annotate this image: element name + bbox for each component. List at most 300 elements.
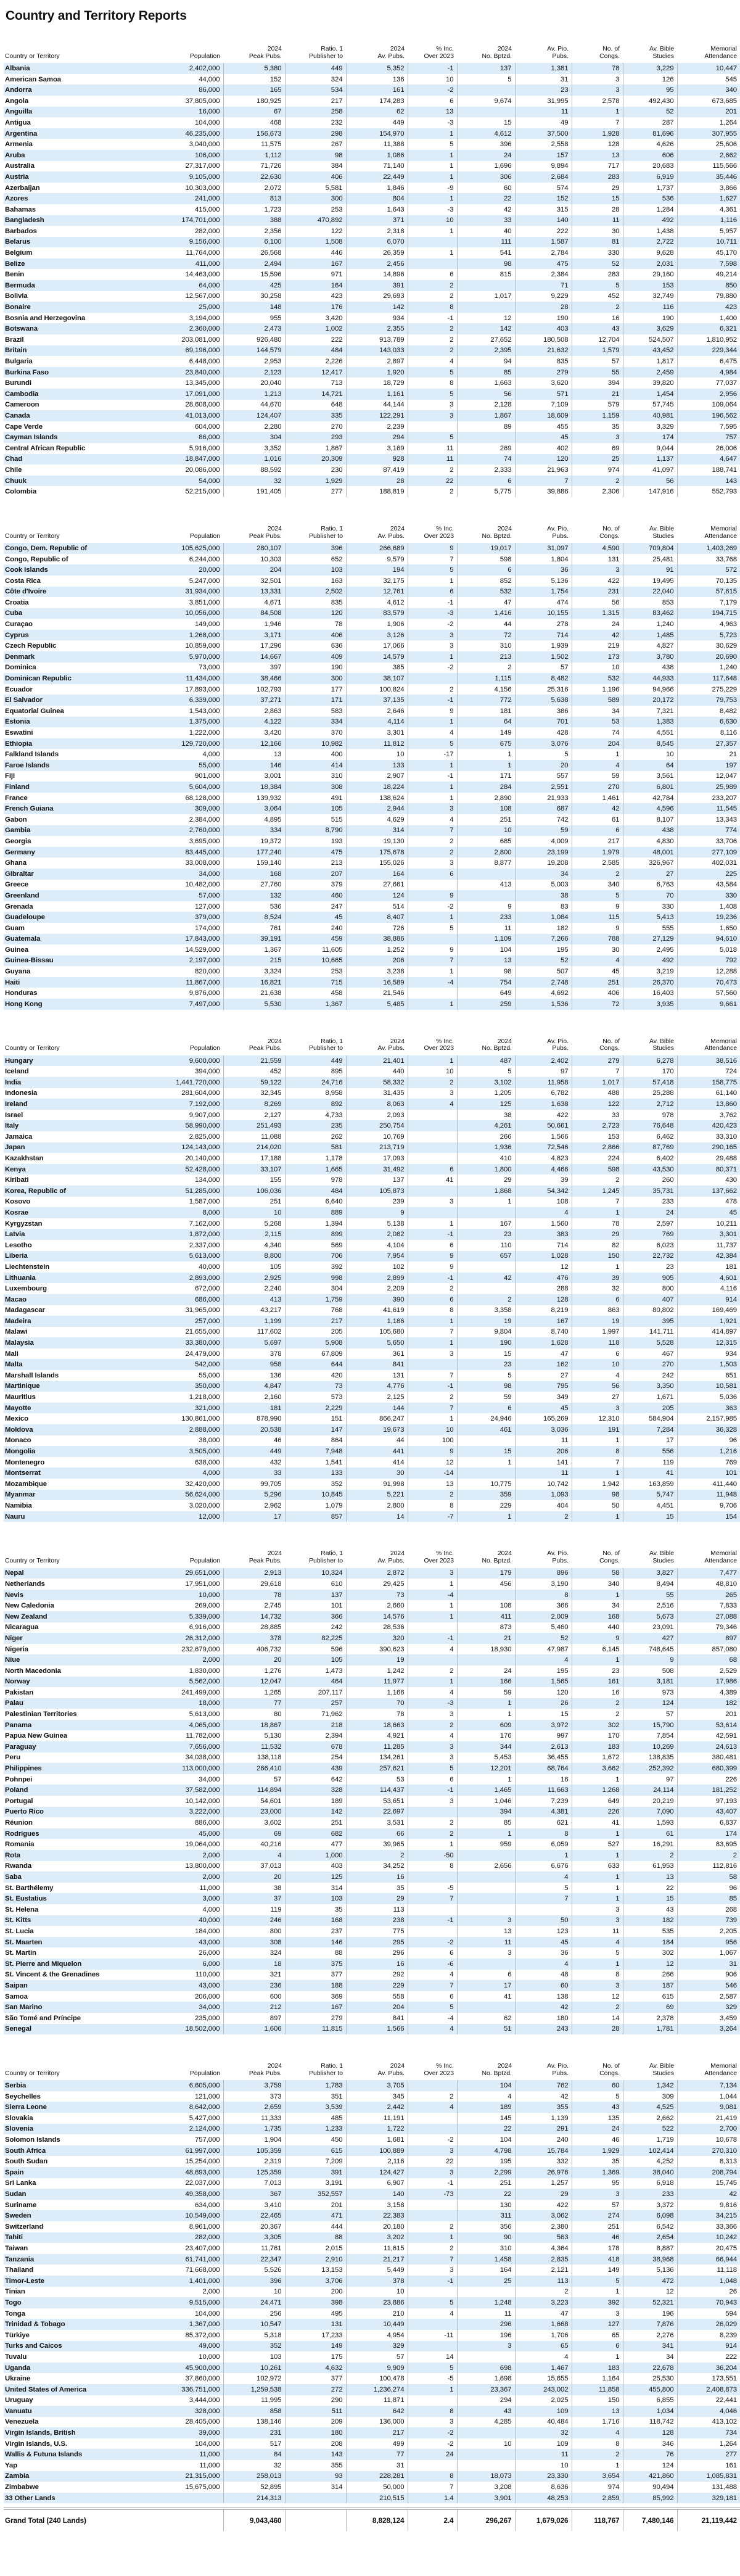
value-cell: 311 — [457, 2210, 515, 2221]
value-cell: 33,310 — [677, 1131, 740, 1142]
value-cell: 1,503 — [677, 1359, 740, 1370]
table-row — [4, 280, 740, 291]
value-cell: 283 — [572, 269, 623, 280]
value-cell: 1,233 — [285, 2124, 346, 2135]
value-cell: 222 — [515, 226, 572, 237]
country-name: Finland — [5, 783, 30, 791]
value-cell: 452 — [223, 1066, 285, 1077]
value-cell: 80 — [223, 1709, 285, 1720]
value-cell: 9,907,000 — [189, 1111, 220, 1119]
value-cell: 11,615 — [346, 2243, 408, 2254]
value-cell: 706 — [285, 1251, 346, 1262]
value-cell: 10 — [223, 1207, 285, 1218]
country-name: India — [5, 1078, 22, 1086]
value-cell: 62 — [346, 107, 408, 118]
value-cell: 71,140 — [346, 161, 408, 172]
value-cell: 5,747 — [623, 1490, 677, 1501]
value-cell: 971 — [285, 269, 346, 280]
value-cell: 511 — [285, 2406, 346, 2417]
value-cell: 4,596 — [623, 803, 677, 814]
value-cell: 133 — [346, 760, 408, 771]
country-name: Yap — [5, 2461, 17, 2469]
country-name: Mali — [5, 1350, 18, 1358]
country-name: Zimbabwe — [5, 2483, 39, 2491]
value-cell: 4,364 — [515, 2243, 572, 2254]
value-cell: 8,961,000 — [189, 2223, 220, 2231]
value-cell: 2 — [408, 2243, 457, 2254]
value-cell: 1,441,720,000 — [175, 1078, 220, 1086]
value-cell: 6,542 — [623, 2221, 677, 2232]
value-cell: 4,671 — [223, 597, 285, 608]
value-cell: 56 — [457, 389, 515, 400]
country-name: Switzerland — [5, 2223, 44, 2231]
value-cell: 9 — [408, 543, 457, 554]
value-cell: 396 — [285, 543, 346, 554]
country-name: Philippines — [5, 1765, 42, 1773]
value-cell: 177,240 — [223, 847, 285, 858]
value-cell: 175,678 — [346, 847, 408, 858]
value-cell: 77 — [346, 2449, 408, 2460]
country-name: Palau — [5, 1699, 23, 1707]
value-cell: 956 — [677, 1937, 740, 1948]
value-cell: 34 — [572, 1600, 623, 1611]
table-row — [4, 215, 740, 226]
value-cell: 24 — [457, 150, 515, 161]
value-cell: -3 — [408, 204, 457, 215]
value-cell: 6 — [408, 1947, 457, 1959]
value-cell: 8 — [572, 1446, 623, 1457]
value-cell: 10 — [346, 749, 408, 760]
value-cell: 1,259,538 — [223, 2384, 285, 2395]
table-row — [4, 1251, 740, 1262]
value-cell: 98 — [457, 966, 515, 977]
value-cell: 28,536 — [346, 1622, 408, 1633]
value-cell: 182 — [515, 923, 572, 934]
value-cell: 2,121 — [515, 2264, 572, 2276]
table-row — [4, 1207, 740, 1218]
value-cell: 1 — [572, 2287, 623, 2298]
value-cell: 10 — [408, 1424, 457, 1435]
country-name: Malta — [5, 1361, 23, 1369]
value-cell: 2,229 — [285, 1403, 346, 1414]
value-cell: 5,908 — [285, 1337, 346, 1348]
value-cell: 5,036 — [677, 1392, 740, 1403]
value-cell: 9,105,000 — [189, 173, 220, 181]
column-header: Ratio, 1 Publisher to — [309, 2063, 343, 2077]
value-cell: 279 — [572, 1055, 623, 1067]
value-cell: 1 — [572, 1468, 623, 1479]
value-cell: 4 — [515, 1207, 572, 1218]
value-cell: 2,962 — [223, 1500, 285, 1511]
country-name: Cuba — [5, 609, 23, 617]
value-cell: 6 — [408, 1991, 457, 2002]
value-cell: 804 — [346, 193, 408, 204]
table-row — [4, 269, 740, 280]
value-cell: 16 — [572, 313, 623, 324]
value-cell: 3,194,000 — [189, 314, 220, 322]
value-cell: 21,933 — [515, 793, 572, 804]
table-row — [4, 608, 740, 619]
value-cell: 159,140 — [223, 857, 285, 869]
value-cell: 282,000 — [195, 2234, 220, 2242]
value-cell: 37,500 — [515, 128, 572, 139]
value-cell: 492,430 — [623, 96, 677, 107]
table-row — [4, 749, 740, 760]
value-cell: 1,906 — [346, 619, 408, 630]
value-cell: 3 — [408, 2167, 457, 2178]
value-cell: 406,732 — [223, 1644, 285, 1655]
value-cell: 1,257 — [515, 2178, 572, 2189]
value-cell: 38 — [515, 890, 572, 901]
value-cell: 138,118 — [223, 1752, 285, 1764]
column-header: Population — [189, 532, 220, 540]
value-cell: 19,017 — [457, 543, 515, 554]
value-cell: 48,253 — [515, 2493, 572, 2504]
value-cell: 1,002 — [285, 323, 346, 334]
value-cell: 66,944 — [677, 2254, 740, 2265]
value-cell: 3 — [572, 1980, 623, 1991]
value-cell: 366 — [515, 1600, 572, 1611]
value-cell: 1,566 — [346, 2024, 408, 2035]
value-cell: 19,208 — [515, 857, 572, 869]
value-cell: 26 — [677, 2287, 740, 2298]
value-cell: 769 — [677, 1457, 740, 1468]
value-cell: 61 — [623, 1828, 677, 1839]
value-cell: 42,384 — [677, 1251, 740, 1262]
value-cell: 1,196 — [572, 684, 623, 695]
table-row — [4, 2287, 740, 2298]
value-cell: 761 — [223, 923, 285, 934]
value-cell: 195 — [457, 2156, 515, 2167]
value-cell: 3 — [572, 564, 623, 576]
value-cell: 99,705 — [223, 1479, 285, 1490]
value-cell: 20 — [223, 1654, 285, 1666]
country-name: Canada — [5, 411, 30, 419]
value-cell: 3,305 — [223, 2232, 285, 2244]
value-cell: 522 — [623, 2124, 677, 2135]
value-cell: 5,460 — [515, 1622, 572, 1633]
country-name: Falkland Islands — [5, 751, 59, 759]
value-cell: 484 — [285, 1186, 346, 1197]
country-name: Peru — [5, 1754, 20, 1762]
value-cell: 30 — [572, 944, 623, 956]
country-name: Netherlands — [5, 1580, 45, 1588]
value-cell: 30 — [346, 1468, 408, 1479]
value-cell: 10,665 — [285, 956, 346, 967]
value-cell: 42 — [457, 1273, 515, 1284]
value-cell: 574 — [515, 183, 572, 194]
value-cell: 20,219 — [623, 1796, 677, 1807]
value-cell: 7 — [408, 956, 457, 967]
table-row — [4, 400, 740, 411]
value-cell: 2,835 — [515, 2254, 572, 2265]
value-cell: 352 — [285, 1479, 346, 1490]
country-name: Antigua — [5, 118, 31, 126]
value-cell: 3,654 — [572, 2471, 623, 2482]
value-cell: 1,067 — [677, 1947, 740, 1959]
value-cell — [457, 432, 515, 443]
country-name: St. Lucia — [5, 1927, 34, 1935]
table-row — [4, 923, 740, 934]
value-cell: 1 — [457, 1709, 515, 1720]
table-row — [4, 1915, 740, 1926]
value-cell: 3 — [408, 400, 457, 411]
value-cell: 1,817 — [623, 356, 677, 367]
value-cell: 52,895 — [223, 2482, 285, 2493]
value-cell: 2,784 — [515, 247, 572, 258]
value-cell: 42 — [572, 803, 623, 814]
country-name: Ecuador — [5, 685, 33, 693]
value-cell: 13 — [623, 1872, 677, 1883]
value-cell: 309,000 — [195, 805, 220, 813]
value-cell: 17,893,000 — [185, 685, 220, 693]
value-cell: 20,000 — [199, 566, 220, 574]
value-cell: 27,129 — [623, 934, 677, 945]
value-cell: 190 — [623, 313, 677, 324]
table-row — [4, 554, 740, 565]
value-cell: 6 — [457, 564, 515, 576]
value-cell: 28,608,000 — [185, 401, 220, 409]
value-cell: 3,208 — [457, 2482, 515, 2493]
value-cell: -1 — [408, 695, 457, 706]
value-cell: 2,578 — [572, 96, 623, 107]
country-name: Korea, Republic of — [5, 1187, 66, 1195]
value-cell: 7 — [572, 1066, 623, 1077]
value-cell: 21,638 — [223, 988, 285, 999]
value-cell: 203,081,000 — [181, 336, 220, 344]
country-name: Bonaire — [5, 303, 31, 312]
value-cell: 36 — [515, 1947, 572, 1959]
value-cell: 233 — [457, 912, 515, 923]
value-cell: 7,266 — [515, 934, 572, 945]
value-cell: 5 — [572, 2276, 623, 2287]
country-name: Kyrgyzstan — [5, 1220, 43, 1228]
value-cell: 4,000 — [202, 1469, 220, 1477]
value-cell: 18,867 — [223, 1720, 285, 1731]
value-cell: 475 — [515, 258, 572, 270]
value-cell: 5,018 — [677, 944, 740, 956]
table-row — [4, 486, 740, 497]
table-row — [4, 2167, 740, 2178]
country-name: Chad — [5, 455, 23, 463]
value-cell: 1,342 — [623, 2080, 677, 2091]
value-cell: 233 — [623, 2189, 677, 2200]
value-cell: 44,933 — [623, 673, 677, 684]
table-row — [4, 1283, 740, 1294]
value-cell: 153 — [623, 280, 677, 291]
value-cell: 717 — [572, 161, 623, 172]
value-cell: 181 — [457, 706, 515, 717]
value-cell: 3 — [408, 1348, 457, 1360]
value-cell: 138,624 — [346, 793, 408, 804]
value-cell: 2 — [572, 2002, 623, 2013]
value-cell: 1,109 — [457, 934, 515, 945]
country-name: Equatorial Guinea — [5, 707, 64, 715]
value-cell: 398 — [285, 2297, 346, 2308]
value-cell: 8 — [572, 1970, 623, 1981]
value-cell: 2,337,000 — [189, 1241, 220, 1249]
value-cell: 190 — [457, 1337, 515, 1348]
value-cell: 235,000 — [195, 2014, 220, 2022]
value-cell: 596 — [285, 1644, 346, 1655]
value-cell: 2,380 — [515, 2221, 572, 2232]
value-cell: 238 — [346, 1915, 408, 1926]
value-cell: 541 — [457, 247, 515, 258]
value-cell: 581 — [285, 1142, 346, 1154]
country-name: Papua New Guinea — [5, 1732, 67, 1740]
value-cell: 492 — [623, 956, 677, 967]
value-cell: 168 — [572, 1611, 623, 1622]
value-cell: 403 — [515, 323, 572, 334]
value-cell: 33,107 — [223, 1164, 285, 1175]
value-cell: 44 — [346, 1435, 408, 1447]
value-cell: 34 — [515, 869, 572, 880]
value-cell: 12,288 — [677, 966, 740, 977]
value-cell: 1 — [572, 1959, 623, 1970]
country-name: Cambodia — [5, 390, 39, 398]
country-name: Moldova — [5, 1426, 33, 1434]
table-row — [4, 956, 740, 967]
country-name: Jamaica — [5, 1133, 33, 1141]
value-cell: 2,597 — [623, 1218, 677, 1229]
value-cell — [170, 2509, 223, 2531]
value-cell: 38,466 — [223, 673, 285, 684]
value-cell: 11,782,000 — [186, 1732, 220, 1740]
value-cell: 137 — [285, 1590, 346, 1601]
value-cell: 25,000 — [199, 303, 220, 312]
value-cell: 58,332 — [346, 1077, 408, 1088]
value-cell: 22,732 — [623, 1251, 677, 1262]
country-name: Vanuatu — [5, 2407, 32, 2415]
column-header: Av. Bible Studies — [649, 2063, 674, 2077]
value-cell: 7 — [408, 1370, 457, 1381]
value-cell — [457, 302, 515, 313]
value-cell: 386 — [515, 706, 572, 717]
value-cell: 324 — [285, 74, 346, 85]
value-cell: 115,566 — [677, 161, 740, 172]
value-cell: 10,155 — [515, 608, 572, 619]
value-cell: 878,990 — [223, 1413, 285, 1424]
value-cell — [408, 421, 457, 432]
value-cell — [457, 1959, 515, 1970]
value-cell: 687 — [515, 803, 572, 814]
value-cell: 329,181 — [677, 2493, 740, 2504]
value-cell — [457, 1435, 515, 1447]
country-name: Bahamas — [5, 205, 36, 213]
country-name: Cayman Islands — [5, 434, 58, 442]
value-cell: 10 — [223, 2287, 285, 2298]
country-name: Kazakhstan — [5, 1154, 44, 1162]
value-cell: 4 — [223, 1850, 285, 1861]
value-cell: 32,501 — [223, 576, 285, 587]
value-cell: -4 — [408, 2013, 457, 2024]
table-row — [4, 1359, 740, 1370]
value-cell: 1,638 — [515, 1099, 572, 1110]
value-cell: 6,630 — [677, 717, 740, 728]
value-cell: 636 — [285, 640, 346, 651]
value-cell — [408, 237, 457, 248]
value-cell: 7,477 — [677, 1568, 740, 1579]
value-cell: 324 — [223, 1947, 285, 1959]
column-header: % Inc. Over 2023 — [424, 525, 454, 540]
value-cell: 22 — [408, 2156, 457, 2167]
value-cell: 5,638 — [515, 695, 572, 706]
table-row — [4, 150, 740, 161]
value-cell — [408, 1186, 457, 1197]
value-cell: 135 — [572, 2113, 623, 2124]
value-cell: 369 — [285, 1991, 346, 2002]
value-cell: 649 — [572, 1796, 623, 1807]
value-cell: 37,860,000 — [185, 2375, 220, 2383]
value-cell: 6 — [572, 2341, 623, 2352]
value-cell: 377 — [285, 1970, 346, 1981]
country-name: Palestinian Territories — [5, 1711, 77, 1719]
table-row — [4, 803, 740, 814]
value-cell: 1 — [572, 749, 623, 760]
table-row — [4, 1991, 740, 2002]
value-cell: 2,956 — [677, 389, 740, 400]
table-row — [4, 1947, 740, 1959]
table-row — [4, 1403, 740, 1414]
country-name: Denmark — [5, 653, 35, 661]
country-name: Costa Rica — [5, 577, 41, 585]
value-cell: 16 — [572, 1687, 623, 1698]
value-cell: 184,000 — [195, 1927, 220, 1935]
value-cell: 6 — [408, 1774, 457, 1785]
value-cell: 19,372 — [223, 836, 285, 847]
value-cell: 439 — [285, 1763, 346, 1774]
value-cell: 6 — [408, 269, 457, 280]
value-cell: 4 — [515, 1959, 572, 1970]
value-cell: -2 — [408, 1937, 457, 1948]
value-cell: 24,613 — [677, 1741, 740, 1752]
value-cell: 18,000 — [199, 1699, 220, 1707]
table-row — [4, 1055, 740, 1067]
value-cell: 2,157,985 — [677, 1413, 740, 1424]
value-cell: 2 — [572, 869, 623, 880]
value-cell: 308 — [285, 782, 346, 793]
value-cell: 350,000 — [195, 1382, 220, 1390]
value-cell: 128 — [572, 139, 623, 150]
value-cell: 124 — [623, 1698, 677, 1709]
value-cell: 7,595 — [677, 421, 740, 432]
table-row — [4, 1490, 740, 1501]
value-cell: 94 — [457, 356, 515, 367]
value-cell: 1,663 — [457, 378, 515, 389]
value-cell: 105 — [223, 1261, 285, 1273]
value-cell: 226 — [572, 1807, 623, 1818]
value-cell: 71,668,000 — [185, 2266, 220, 2274]
value-cell: 19,130 — [346, 836, 408, 847]
value-cell: 415,000 — [195, 205, 220, 213]
value-cell: 114,437 — [346, 1785, 408, 1796]
value-cell: 6 — [408, 587, 457, 598]
value-cell: 26,000 — [199, 1949, 220, 1957]
value-cell: 133 — [285, 1468, 346, 1479]
value-cell — [408, 1142, 457, 1154]
table-row — [4, 2395, 740, 2406]
value-cell: 3,420 — [223, 727, 285, 738]
value-cell: 3,102 — [457, 1077, 515, 1088]
value-cell: 2 — [515, 1511, 572, 1522]
value-cell: 423 — [677, 302, 740, 313]
value-cell: 18,663 — [346, 1720, 408, 1731]
value-cell: 98 — [457, 1381, 515, 1392]
country-name: Mozambique — [5, 1480, 47, 1488]
value-cell: 11,605 — [285, 944, 346, 956]
country-name: Niger — [5, 1634, 23, 1642]
value-cell: 440 — [572, 1622, 623, 1633]
